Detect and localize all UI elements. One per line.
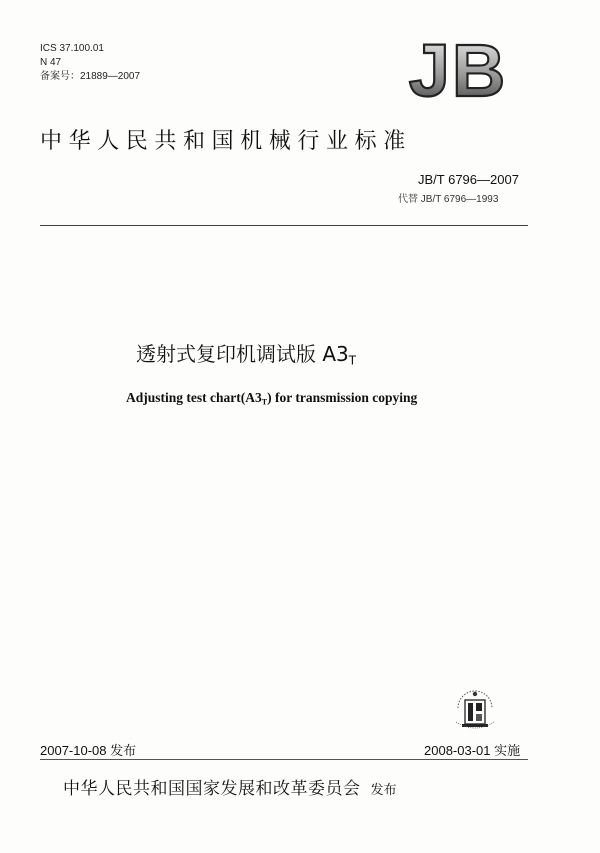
issue-date: 2007-10-08 发布 xyxy=(40,743,137,758)
ics-code: ICS 37.100.01 xyxy=(40,43,104,54)
ccs-code: N 47 xyxy=(40,57,62,68)
chinese-title: 透射式复印机调试版 $A3_T$ xyxy=(136,342,357,368)
svg-text:JB: JB xyxy=(408,36,508,106)
classification-block xyxy=(40,42,140,84)
issuer-suffix: 发布 xyxy=(370,783,397,798)
issuing-authority: 中华人民共和国国家发展和改革委员会 发布 xyxy=(63,779,397,799)
footer-divider xyxy=(40,759,528,760)
header-divider xyxy=(40,225,528,226)
standard-number: JB/T 6796—2007 xyxy=(418,172,519,187)
english-title: Adjusting test $chart(A3_T)$ for transmission copying xyxy=(126,390,418,407)
filing-number: 备案号：21889—2007 xyxy=(40,71,141,82)
organization-title: 中华人民共和国机械行业标准 xyxy=(40,129,412,154)
replaced-standard: 代替 JB/T 6796—1993 xyxy=(398,194,499,205)
publisher-seal-icon xyxy=(452,686,498,734)
implementation-date: 2008-03-01 实施 xyxy=(424,743,521,758)
jb-logo xyxy=(392,36,524,106)
